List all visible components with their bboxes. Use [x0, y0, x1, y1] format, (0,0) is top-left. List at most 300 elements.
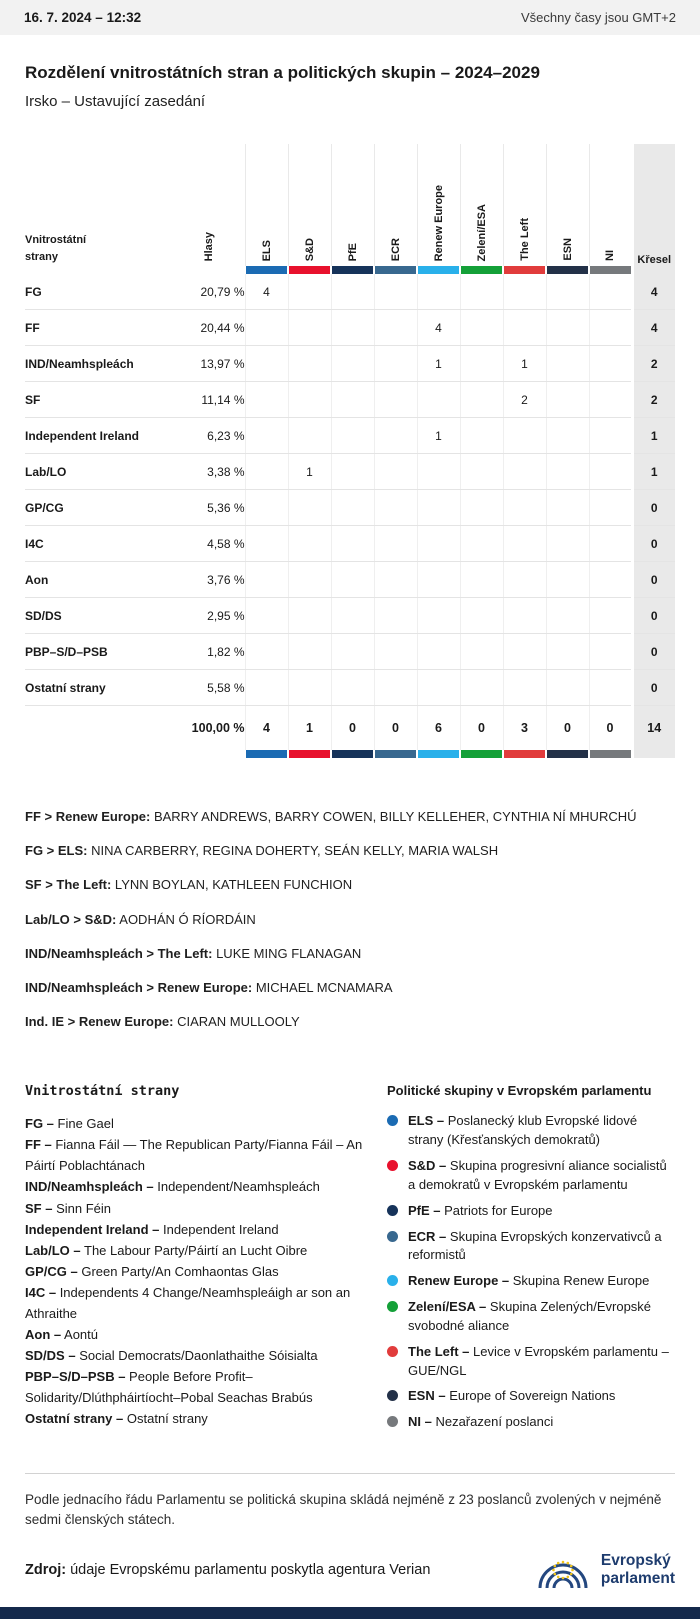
group-abbr: Zelení/ESA – — [408, 1299, 487, 1315]
group-seats-ni — [589, 562, 632, 598]
group-legend-text — [408, 1298, 675, 1336]
group-full-name: Skupina Zelených/Evropské svobodné aliance — [408, 1299, 652, 1333]
group-legend-text — [408, 1387, 615, 1406]
group-seats-ecr — [374, 310, 417, 346]
group-seats-zelen-esa — [460, 418, 503, 454]
group-seats-pfe — [331, 382, 374, 418]
party-legend-item — [25, 1261, 363, 1282]
group-seats-the-left: 1 — [503, 346, 546, 382]
group-seats-pfe — [331, 490, 374, 526]
party-name: Lab/LO — [25, 454, 173, 490]
source-text — [25, 1562, 430, 1578]
source-label: Zdroj: — [25, 1561, 67, 1578]
group-legend-text — [408, 1112, 675, 1150]
group-color-bar-renew-europe — [417, 750, 460, 758]
page-title: Rozdělení vnitrostátních stran a politických skupin – 2024–2029 — [25, 63, 540, 82]
total-seats: 14 — [632, 706, 675, 751]
group-seats-zelen-esa — [460, 490, 503, 526]
group-column-header-zelen-esa — [460, 144, 503, 266]
group-column-header-pfe — [331, 144, 374, 266]
group-seats-esn — [546, 598, 589, 634]
note-names: BARRY ANDREWS, BARRY COWEN, BILLY KELLEHER, CYNTHIA NÍ MHURCHÚ — [150, 809, 637, 824]
party-name: Aon — [25, 562, 173, 598]
group-seats-pfe — [331, 418, 374, 454]
group-legend-item — [387, 1112, 675, 1150]
seats-column-bar — [632, 750, 675, 758]
group-color-dot-renew-europe — [387, 1275, 398, 1286]
seats-column-header: Křesel — [632, 144, 675, 266]
group-seats-ecr — [374, 634, 417, 670]
votes-value: 4,58 % — [173, 526, 245, 562]
group-color-bar-pfe — [331, 266, 374, 274]
note-names: CIARAN MULLOOLY — [173, 1014, 300, 1030]
group-column-header-esn — [546, 144, 589, 266]
party-abbr: SD/DS – — [25, 1347, 76, 1363]
group-abbr: ESN – — [408, 1388, 446, 1404]
group-column-header-renew-europe — [417, 144, 460, 266]
ep-logo — [535, 1547, 675, 1593]
group-abbr: ELS – — [408, 1113, 445, 1129]
group-color-bar-ecr — [374, 750, 417, 758]
results-table-body — [25, 274, 675, 758]
party-abbr: Lab/LO – — [25, 1242, 81, 1258]
group-column-header-label: ECR — [389, 237, 402, 261]
group-seats-els — [245, 418, 288, 454]
group-abbr: S&D – — [408, 1158, 447, 1173]
group-seats-els — [245, 310, 288, 346]
group-legend-text — [408, 1343, 675, 1381]
party-legend — [25, 1083, 387, 1439]
party-column-header — [25, 144, 173, 266]
group-seats-renew-europe — [417, 454, 460, 490]
party-full-name: Independent Ireland — [159, 1221, 279, 1237]
seats-value: 4 — [632, 274, 675, 310]
table-row-aon — [25, 562, 675, 598]
seats-value: 1 — [632, 418, 675, 454]
group-column-header-s-d — [288, 144, 331, 266]
party-full-name: Sinn Féin — [52, 1200, 112, 1216]
group-seats-els — [245, 382, 288, 418]
group-seats-ni — [589, 634, 632, 670]
group-full-name: Nezařazení poslanci — [431, 1414, 554, 1430]
group-seats-els: 4 — [245, 274, 288, 310]
party-full-name: Social Democrats/Daonlathaithe Sóisialta — [75, 1347, 318, 1363]
group-column-header-ecr — [374, 144, 417, 266]
party-legend-item — [25, 1366, 363, 1408]
group-seats-the-left — [503, 490, 546, 526]
group-seats-s-d: 1 — [288, 454, 331, 490]
group-seats-els — [245, 598, 288, 634]
group-legend-item — [387, 1387, 675, 1406]
group-seats-pfe — [331, 346, 374, 382]
group-seats-ecr — [374, 274, 417, 310]
group-legend-text — [408, 1202, 553, 1221]
group-legend-item — [387, 1202, 675, 1221]
group-column-header-label: The Left — [518, 218, 531, 261]
group-column-header-the-left — [503, 144, 546, 266]
group-seats-s-d — [288, 490, 331, 526]
group-seats-zelen-esa — [460, 274, 503, 310]
group-color-bar-renew-europe — [417, 266, 460, 274]
group-legend-item — [387, 1272, 675, 1291]
group-seats-s-d — [288, 346, 331, 382]
group-column-header-ni — [589, 144, 632, 266]
group-seats-renew-europe — [417, 274, 460, 310]
timezone-note: Všechny časy jsou GMT+2 — [521, 10, 676, 25]
group-seats-ni — [589, 418, 632, 454]
party-full-name: Independent/Neamhspleách — [153, 1179, 320, 1195]
party-legend-heading: Vnitrostátní strany — [25, 1083, 180, 1100]
group-seats-ecr — [374, 346, 417, 382]
group-seats-zelen-esa — [460, 634, 503, 670]
table-row-ostatn-strany — [25, 670, 675, 706]
bar-spacer-party — [25, 266, 173, 274]
group-legend-item — [387, 1343, 675, 1381]
group-seats-the-left — [503, 634, 546, 670]
page-subtitle: Irsko – Ustavující zasedání — [25, 93, 206, 110]
group-seats-zelen-esa — [460, 346, 503, 382]
results-table-head — [25, 144, 675, 274]
party-name: Independent Ireland — [25, 418, 173, 454]
group-color-bar-s-d — [288, 750, 331, 758]
group-seats-pfe — [331, 310, 374, 346]
group-seats-s-d — [288, 598, 331, 634]
party-legend-item — [25, 1240, 363, 1261]
group-legend-item — [387, 1298, 675, 1336]
group-seats-ni — [589, 598, 632, 634]
party-legend-item — [25, 1134, 363, 1176]
party-abbr: I4C – — [25, 1284, 57, 1300]
ep-logo-mark — [535, 1547, 591, 1593]
note-label: IND/Neamhspleách > Renew Europe: — [25, 979, 253, 995]
group-seats-ni — [589, 670, 632, 706]
bar-spacer-votes — [173, 750, 245, 758]
note-names: AODHÁN Ó RÍORDÁIN — [116, 911, 256, 927]
group-legend-item — [387, 1413, 675, 1432]
party-name: Ostatní strany — [25, 670, 173, 706]
table-row-independent-ireland — [25, 418, 675, 454]
party-name: FF — [25, 310, 173, 346]
table-row-ind-neamhsple-ch — [25, 346, 675, 382]
note-label: FG > ELS: — [25, 843, 88, 859]
group-color-bar-zelen-esa — [460, 750, 503, 758]
group-abbr: PfE – — [408, 1202, 441, 1218]
group-abbr: Renew Europe – — [408, 1273, 510, 1289]
group-seats-ni — [589, 526, 632, 562]
group-legend-items — [387, 1112, 675, 1432]
group-seats-the-left — [503, 454, 546, 490]
party-abbr: PBP–S/D–PSB – — [25, 1368, 126, 1384]
topbar — [0, 0, 700, 35]
group-full-name: Skupina progresivní aliance socialistů a demokratů v Evropském parlamentu — [408, 1158, 667, 1192]
votes-value: 5,36 % — [173, 490, 245, 526]
votes-value: 6,23 % — [173, 418, 245, 454]
group-seats-pfe — [331, 454, 374, 490]
group-seats-zelen-esa — [460, 454, 503, 490]
group-seats-renew-europe — [417, 490, 460, 526]
note-names: LUKE MING FLANAGAN — [212, 945, 362, 961]
group-seats-ecr — [374, 526, 417, 562]
group-seats-esn — [546, 634, 589, 670]
seats-value: 0 — [632, 634, 675, 670]
delegation-note — [25, 808, 675, 826]
group-seats-zelen-esa — [460, 382, 503, 418]
party-abbr: Ostatní strany – — [25, 1410, 124, 1426]
group-seats-ecr — [374, 490, 417, 526]
source-value: údaje Evropskému parlamentu poskytla agentura Verian — [70, 1561, 431, 1578]
group-seats-ecr — [374, 418, 417, 454]
note-names: MICHAEL MCNAMARA — [252, 979, 393, 995]
group-color-bar-the-left — [503, 750, 546, 758]
group-seats-ecr — [374, 454, 417, 490]
total-group-seats-pfe: 0 — [331, 706, 374, 751]
note-label: SF > The Left: — [25, 877, 112, 893]
group-seats-zelen-esa — [460, 598, 503, 634]
footer-bar — [0, 1607, 700, 1619]
total-label — [25, 706, 173, 751]
group-legend-item — [387, 1228, 675, 1266]
party-full-name: People Before Profit–Solidarity/Dlúthpháirtíocht–Pobal Seachas Brabús — [25, 1368, 313, 1405]
total-group-seats-ecr: 0 — [374, 706, 417, 751]
group-seats-the-left — [503, 418, 546, 454]
group-color-dot-ecr — [387, 1231, 398, 1242]
group-seats-s-d — [288, 274, 331, 310]
group-color-bar-the-left — [503, 266, 546, 274]
group-seats-renew-europe — [417, 634, 460, 670]
total-group-seats-els: 4 — [245, 706, 288, 751]
group-legend-text — [408, 1228, 675, 1266]
group-abbr: The Left – — [408, 1343, 470, 1359]
group-seats-ni — [589, 310, 632, 346]
group-seats-esn — [546, 382, 589, 418]
group-seats-els — [245, 346, 288, 382]
group-seats-pfe — [331, 670, 374, 706]
group-seats-renew-europe — [417, 526, 460, 562]
votes-column-header — [173, 144, 245, 266]
votes-value: 3,76 % — [173, 562, 245, 598]
seats-value: 1 — [632, 454, 675, 490]
group-seats-pfe — [331, 526, 374, 562]
group-seats-s-d — [288, 310, 331, 346]
party-legend-items — [25, 1113, 363, 1429]
group-seats-the-left: 2 — [503, 382, 546, 418]
group-color-bar-zelen-esa — [460, 266, 503, 274]
group-seats-the-left — [503, 670, 546, 706]
group-seats-s-d — [288, 670, 331, 706]
group-seats-ni — [589, 490, 632, 526]
group-seats-renew-europe — [417, 598, 460, 634]
party-full-name: Independents 4 Change/Neamhspleáigh ar son an Athraithe — [25, 1284, 351, 1321]
group-seats-esn — [546, 346, 589, 382]
group-legend — [387, 1083, 675, 1439]
group-color-bar-ecr — [374, 266, 417, 274]
votes-value: 11,14 % — [173, 382, 245, 418]
table-row-sf — [25, 382, 675, 418]
group-seats-ni — [589, 382, 632, 418]
delegation-note — [25, 842, 675, 860]
party-full-name: Ostatní strany — [123, 1410, 208, 1426]
group-seats-the-left — [503, 274, 546, 310]
datetime-label: 16. 7. 2024 – 12:32 — [24, 10, 142, 25]
group-column-header-label: PfE — [346, 242, 359, 261]
group-seats-ecr — [374, 562, 417, 598]
total-votes: 100,00 % — [191, 721, 245, 735]
group-seats-pfe — [331, 562, 374, 598]
group-color-bar-els — [245, 750, 288, 758]
group-legend-text — [408, 1157, 675, 1195]
seats-value: 4 — [632, 310, 675, 346]
group-column-header-label: Zelení/ESA — [475, 203, 488, 261]
group-seats-the-left — [503, 562, 546, 598]
group-full-name: Skupina Renew Europe — [509, 1273, 650, 1289]
group-seats-zelen-esa — [460, 670, 503, 706]
party-full-name: Fianna Fáil — The Republican Party/Fianna Fáil – An Páirtí Poblachtánach — [25, 1137, 363, 1174]
group-seats-esn — [546, 454, 589, 490]
table-row-gp-cg — [25, 490, 675, 526]
party-abbr: SF – — [25, 1200, 53, 1216]
group-legend-item — [387, 1157, 675, 1195]
votes-column-header-label: Hlasy — [202, 231, 215, 261]
color-bar-row — [25, 750, 675, 758]
group-seats-s-d — [288, 382, 331, 418]
delegation-note — [25, 1013, 675, 1031]
group-seats-els — [245, 490, 288, 526]
party-full-name: Fine Gael — [53, 1116, 114, 1132]
note-names: LYNN BOYLAN, KATHLEEN FUNCHION — [111, 877, 353, 893]
group-seats-zelen-esa — [460, 562, 503, 598]
group-seats-renew-europe: 1 — [417, 346, 460, 382]
delegation-note — [25, 876, 675, 894]
party-legend-item — [25, 1324, 363, 1345]
total-group-seats-s-d: 1 — [288, 706, 331, 751]
group-seats-els — [245, 670, 288, 706]
party-abbr: GP/CG – — [25, 1263, 78, 1279]
group-color-bar-els — [245, 266, 288, 274]
party-legend-item — [25, 1219, 363, 1240]
party-full-name: Aontú — [61, 1326, 98, 1342]
party-full-name: Green Party/An Comhaontas Glas — [77, 1263, 279, 1279]
votes-value: 13,97 % — [173, 346, 245, 382]
group-seats-els — [245, 562, 288, 598]
total-group-seats-renew-europe: 6 — [417, 706, 460, 751]
party-legend-item — [25, 1113, 363, 1134]
group-color-dot-ni — [387, 1416, 398, 1427]
table-row-fg — [25, 274, 675, 310]
group-seats-s-d — [288, 526, 331, 562]
group-seats-pfe — [331, 598, 374, 634]
group-color-bar-s-d — [288, 266, 331, 274]
total-group-seats-esn: 0 — [546, 706, 589, 751]
group-seats-pfe — [331, 634, 374, 670]
party-name: IND/Neamhspleách — [25, 346, 173, 382]
group-seats-ni — [589, 274, 632, 310]
party-abbr: Independent Ireland – — [25, 1221, 160, 1237]
group-column-header-label: ESN — [561, 238, 574, 261]
votes-value: 20,79 % — [173, 274, 245, 310]
table-row-lab-lo — [25, 454, 675, 490]
group-legend-heading: Politické skupiny v Evropském parlamentu — [387, 1083, 652, 1099]
group-seats-s-d — [288, 418, 331, 454]
group-column-header-label: NI — [604, 250, 616, 261]
party-abbr: FG – — [25, 1116, 54, 1132]
votes-value: 1,82 % — [173, 634, 245, 670]
group-seats-renew-europe: 4 — [417, 310, 460, 346]
group-seats-the-left — [503, 526, 546, 562]
group-seats-zelen-esa — [460, 526, 503, 562]
party-legend-item — [25, 1408, 363, 1429]
group-abbr: NI – — [408, 1414, 432, 1430]
color-bar-row — [25, 266, 675, 274]
note-label: IND/Neamhspleách > The Left: — [25, 945, 213, 961]
group-color-dot-esn — [387, 1390, 398, 1401]
group-seats-pfe — [331, 274, 374, 310]
seats-value: 2 — [632, 346, 675, 382]
delegation-note — [25, 945, 675, 963]
header-row — [25, 144, 675, 266]
party-legend-item — [25, 1345, 363, 1366]
group-seats-esn — [546, 670, 589, 706]
bar-spacer-party — [25, 750, 173, 758]
group-seats-els — [245, 454, 288, 490]
votes-value: 20,44 % — [173, 310, 245, 346]
seats-value: 0 — [632, 670, 675, 706]
table-row-i4c — [25, 526, 675, 562]
group-full-name: Levice v Evropském parlamentu – GUE/NGL — [408, 1343, 669, 1378]
group-legend-text — [408, 1413, 553, 1432]
group-seats-ni — [589, 454, 632, 490]
group-color-bar-ni — [589, 266, 632, 274]
group-abbr: ECR – — [408, 1228, 447, 1244]
legend-section — [25, 1083, 675, 1439]
party-name: SD/DS — [25, 598, 173, 634]
group-color-dot-zelen-esa — [387, 1301, 398, 1312]
group-full-name: Europe of Sovereign Nations — [445, 1388, 616, 1404]
delegation-note — [25, 979, 675, 997]
total-group-seats-zelen-esa: 0 — [460, 706, 503, 751]
group-seats-esn — [546, 490, 589, 526]
group-column-header-label: S&D — [303, 237, 316, 261]
note-names: NINA CARBERRY, REGINA DOHERTY, SEÁN KELLY, MARIA WALSH — [87, 843, 499, 859]
group-seats-ni — [589, 346, 632, 382]
total-group-seats-the-left: 3 — [503, 706, 546, 751]
table-total-row — [25, 706, 675, 751]
party-abbr: Aon – — [25, 1326, 62, 1342]
group-seats-ecr — [374, 598, 417, 634]
delegation-notes — [25, 808, 675, 1031]
votes-value: 3,38 % — [173, 454, 245, 490]
group-column-header-label: Renew Europe — [432, 184, 445, 261]
party-name: FG — [25, 274, 173, 310]
votes-value: 5,58 % — [173, 670, 245, 706]
group-column-header-label: ELS — [260, 239, 273, 261]
page-content — [0, 35, 700, 1607]
group-seats-esn — [546, 418, 589, 454]
group-seats-s-d — [288, 562, 331, 598]
group-color-bar-pfe — [331, 750, 374, 758]
group-full-name: Patriots for Europe — [440, 1202, 553, 1218]
group-color-dot-pfe — [387, 1205, 398, 1216]
seats-value: 0 — [632, 562, 675, 598]
party-name: SF — [25, 382, 173, 418]
group-color-bar-esn — [546, 266, 589, 274]
group-seats-els — [245, 526, 288, 562]
group-seats-esn — [546, 274, 589, 310]
group-seats-ecr — [374, 670, 417, 706]
group-seats-the-left — [503, 598, 546, 634]
group-seats-ecr — [374, 382, 417, 418]
group-seats-els — [245, 634, 288, 670]
party-abbr: IND/Neamhspleách – — [25, 1179, 154, 1195]
